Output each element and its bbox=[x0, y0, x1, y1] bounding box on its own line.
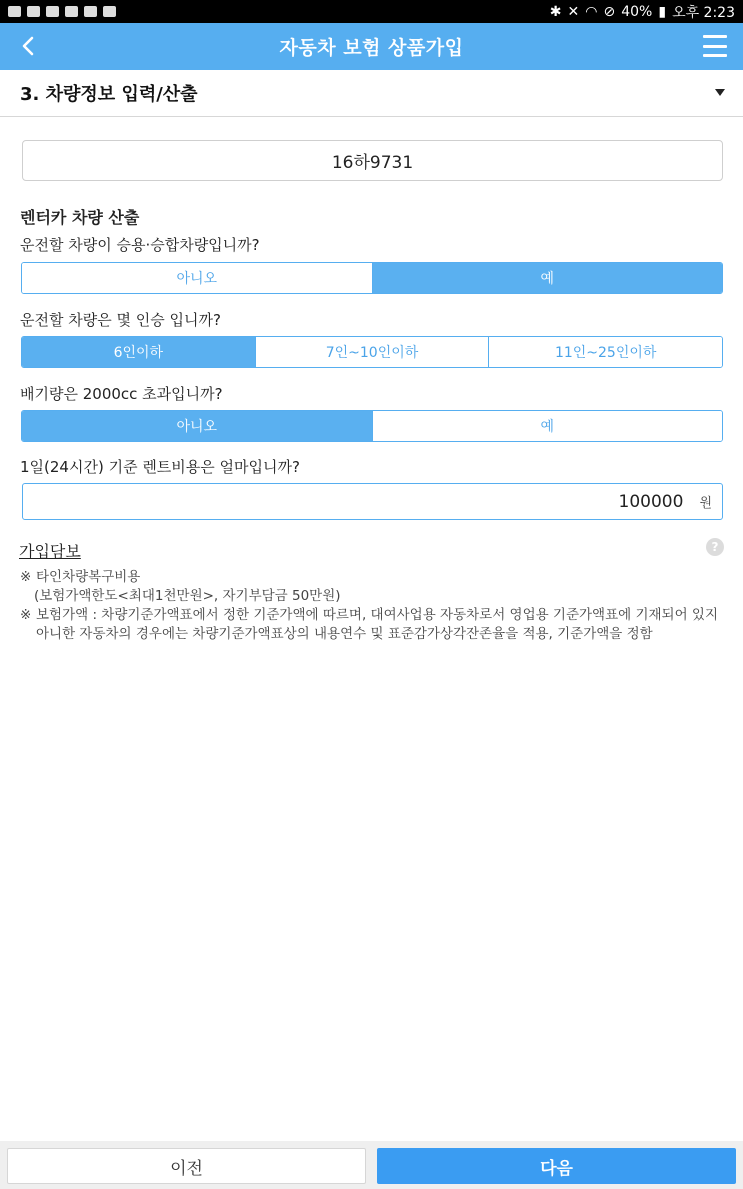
q1-option-yes[interactable]: 예 bbox=[372, 263, 723, 293]
note-text: 보험가액 : 차량기준가액표에서 정한 기준가액에 따르며, 대여사업용 자동차로서 영업용 기준가액표에 기재되어 있지 아니한 자동차의 경우에는 차량기준가액표상의 내용연수 및 표준감가상각잔존율을 적용, 기준가액을 정함 bbox=[36, 607, 719, 642]
clock: 오후 2:23 bbox=[672, 4, 735, 21]
sync-icon bbox=[84, 6, 97, 17]
q1-toggle bbox=[21, 262, 723, 294]
notification-icons bbox=[8, 6, 116, 17]
note-item bbox=[20, 587, 725, 606]
q1-label: 운전할 차량이 승용·승합차량입니까? bbox=[20, 236, 260, 254]
note-text: (보험가액한도<최대1천만원>, 자기부담금 50만원) bbox=[34, 588, 341, 604]
page-title: 자동차 보험 상품가입 bbox=[279, 37, 464, 59]
status-bar bbox=[0, 0, 743, 23]
prev-button[interactable]: 이전 bbox=[7, 1148, 366, 1184]
coverage-title: 가입담보 bbox=[19, 542, 81, 561]
note-item bbox=[20, 606, 725, 644]
message-icon bbox=[27, 6, 40, 17]
rent-cost-value: 100000 bbox=[618, 491, 684, 512]
plate-number-field[interactable]: 16하9731 bbox=[22, 140, 723, 181]
note-text: 타인차량복구비용 bbox=[36, 569, 141, 585]
q3-toggle bbox=[21, 410, 723, 442]
chevron-left-icon bbox=[22, 36, 34, 56]
note-mark: ※ bbox=[20, 569, 32, 585]
video-icon bbox=[65, 6, 78, 17]
q2-option-6[interactable]: 6인이하 bbox=[22, 337, 255, 367]
caret-down-icon[interactable] bbox=[715, 89, 725, 96]
rent-cost-input[interactable] bbox=[22, 483, 723, 520]
coverage-notes bbox=[20, 568, 725, 644]
q3-label: 배기량은 2000cc 초과입니까? bbox=[20, 385, 223, 403]
rental-heading: 렌터카 차량 산출 bbox=[20, 208, 140, 227]
system-tray bbox=[550, 2, 735, 22]
q3-option-no[interactable]: 아니오 bbox=[22, 411, 372, 441]
q2-option-11-25[interactable]: 11인~25인이하 bbox=[488, 337, 722, 367]
blocked-icon: ⊘ bbox=[603, 3, 616, 20]
battery-icon: ▮ bbox=[658, 3, 667, 20]
battery-level: 40% bbox=[621, 3, 653, 20]
mute-icon: ✕ bbox=[567, 3, 580, 20]
section-header[interactable] bbox=[0, 70, 743, 117]
q2-option-7-10[interactable]: 7인~10인이하 bbox=[255, 337, 489, 367]
note-mark: ※ bbox=[20, 607, 32, 623]
next-button[interactable]: 다음 bbox=[377, 1148, 736, 1184]
q2-toggle bbox=[21, 336, 723, 368]
bluetooth-icon: ✱ bbox=[549, 3, 562, 20]
hamburger-icon bbox=[703, 35, 727, 38]
wifi-icon: ◠ bbox=[585, 3, 598, 20]
back-button[interactable] bbox=[14, 31, 42, 61]
q2-label: 운전할 차량은 몇 인승 입니까? bbox=[20, 311, 221, 329]
cloud-icon bbox=[8, 6, 21, 17]
image-icon bbox=[103, 6, 116, 17]
section-title: 3. 차량정보 입력/산출 bbox=[20, 84, 198, 105]
app-header bbox=[0, 23, 743, 70]
menu-button[interactable] bbox=[703, 35, 727, 57]
footer-bar bbox=[0, 1141, 743, 1189]
q1-option-no[interactable]: 아니오 bbox=[22, 263, 372, 293]
note-item bbox=[20, 568, 725, 587]
shield-icon bbox=[46, 6, 59, 17]
q4-label: 1일(24시간) 기준 렌트비용은 얼마입니까? bbox=[20, 458, 300, 476]
help-icon[interactable]: ? bbox=[706, 538, 724, 556]
q3-option-yes[interactable]: 예 bbox=[372, 411, 723, 441]
rent-cost-unit: 원 bbox=[699, 496, 712, 511]
